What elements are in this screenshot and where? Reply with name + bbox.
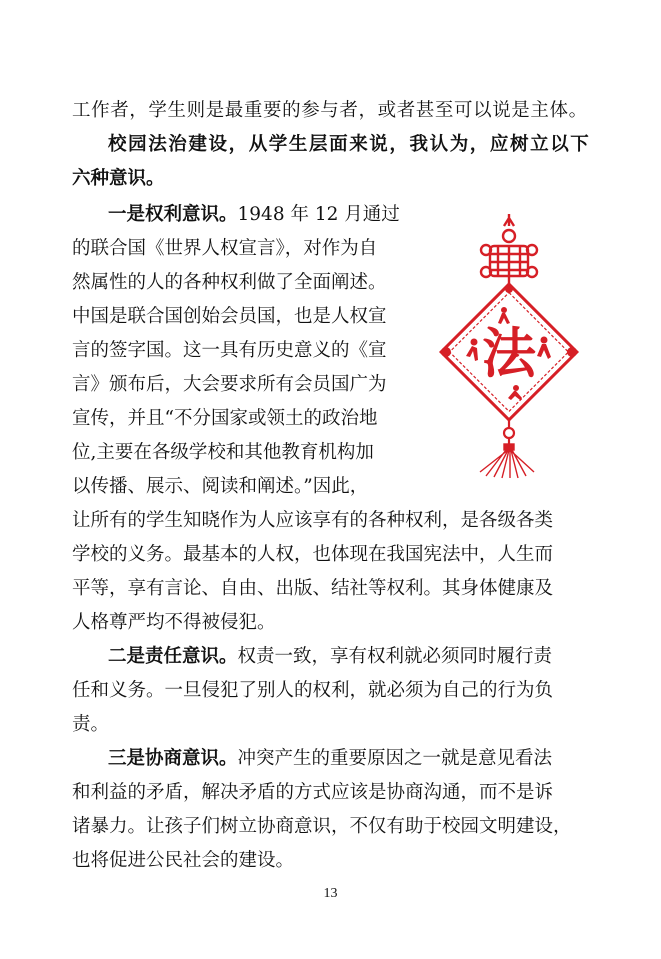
text-line: 学校的义务。最基本的人权，也体现在我国宪法中，人生而 (72, 544, 554, 565)
heading-responsibility: 二是责任意识。 (108, 646, 238, 667)
text-line: 六种意识。 (72, 168, 165, 189)
text-line: 和利益的矛盾，解决矛盾的方式应该是协商沟通，而不是诉 (72, 782, 554, 803)
text-line: 言的签字国。这一具有历史意义的《宣 (72, 340, 387, 361)
text-line: 平等，享有言论、自由、出版、结社等权利。其身体健康及 (72, 578, 554, 599)
text-line: 以传播、展示、阅读和阐述。”因此， (72, 476, 369, 497)
law-character-glyph: 法 (482, 322, 536, 385)
text-line: 言》颁布后，大会要求所有会员国广为 (72, 374, 387, 395)
text-line: 位,主要在各级学校和其他教育机构加 (72, 442, 374, 463)
text-line: 的联合国《世界人权宣言》，对作为自 (72, 238, 378, 259)
text-line: 让所有的学生知晓作为人应该享有的各种权利，是各级各类 (72, 510, 554, 531)
text-span: 权责一致，享有权利就必须同时履行责 (237, 646, 553, 667)
paragraph-heading-line (108, 744, 552, 774)
text-line: 中国是联合国创始会员国，也是人权宣 (72, 306, 387, 327)
text-span: 1948 年 12 月通过 (237, 204, 400, 225)
text-line: 也将促进公民社会的建设。 (72, 850, 295, 871)
text-span: 冲突产生的重要原因之一就是意见看法 (237, 748, 553, 769)
paragraph-heading-line (108, 642, 552, 672)
text-line: 宣传，并且“不分国家或领土的政治地 (72, 408, 378, 429)
text-line: 诸暴力。让孩子们树立协商意识，不仅有助于校园文明建设， (72, 816, 572, 837)
page-number: 13 (323, 886, 338, 901)
text-line: 工作者，学生则是最重要的参与者，或者甚至可以说是主体。 (72, 100, 588, 121)
chinese-knot-ornament-image (424, 214, 594, 479)
paragraph-heading-line (108, 200, 400, 230)
heading-negotiation: 三是协商意识。 (108, 748, 238, 769)
text-line: 人格尊严均不得被侵犯。 (72, 612, 276, 633)
heading-rights: 一是权利意识。 (108, 204, 238, 225)
text-line: 校园法治建设，从学生层面来说，我认为，应树立以下 (108, 134, 591, 155)
text-line: 然属性的人的各种权利做了全面阐述。 (72, 272, 387, 293)
text-line: 责。 (72, 714, 110, 735)
text-line: 任和义务。一旦侵犯了别人的权利，就必须为自己的行为负 (72, 680, 554, 701)
